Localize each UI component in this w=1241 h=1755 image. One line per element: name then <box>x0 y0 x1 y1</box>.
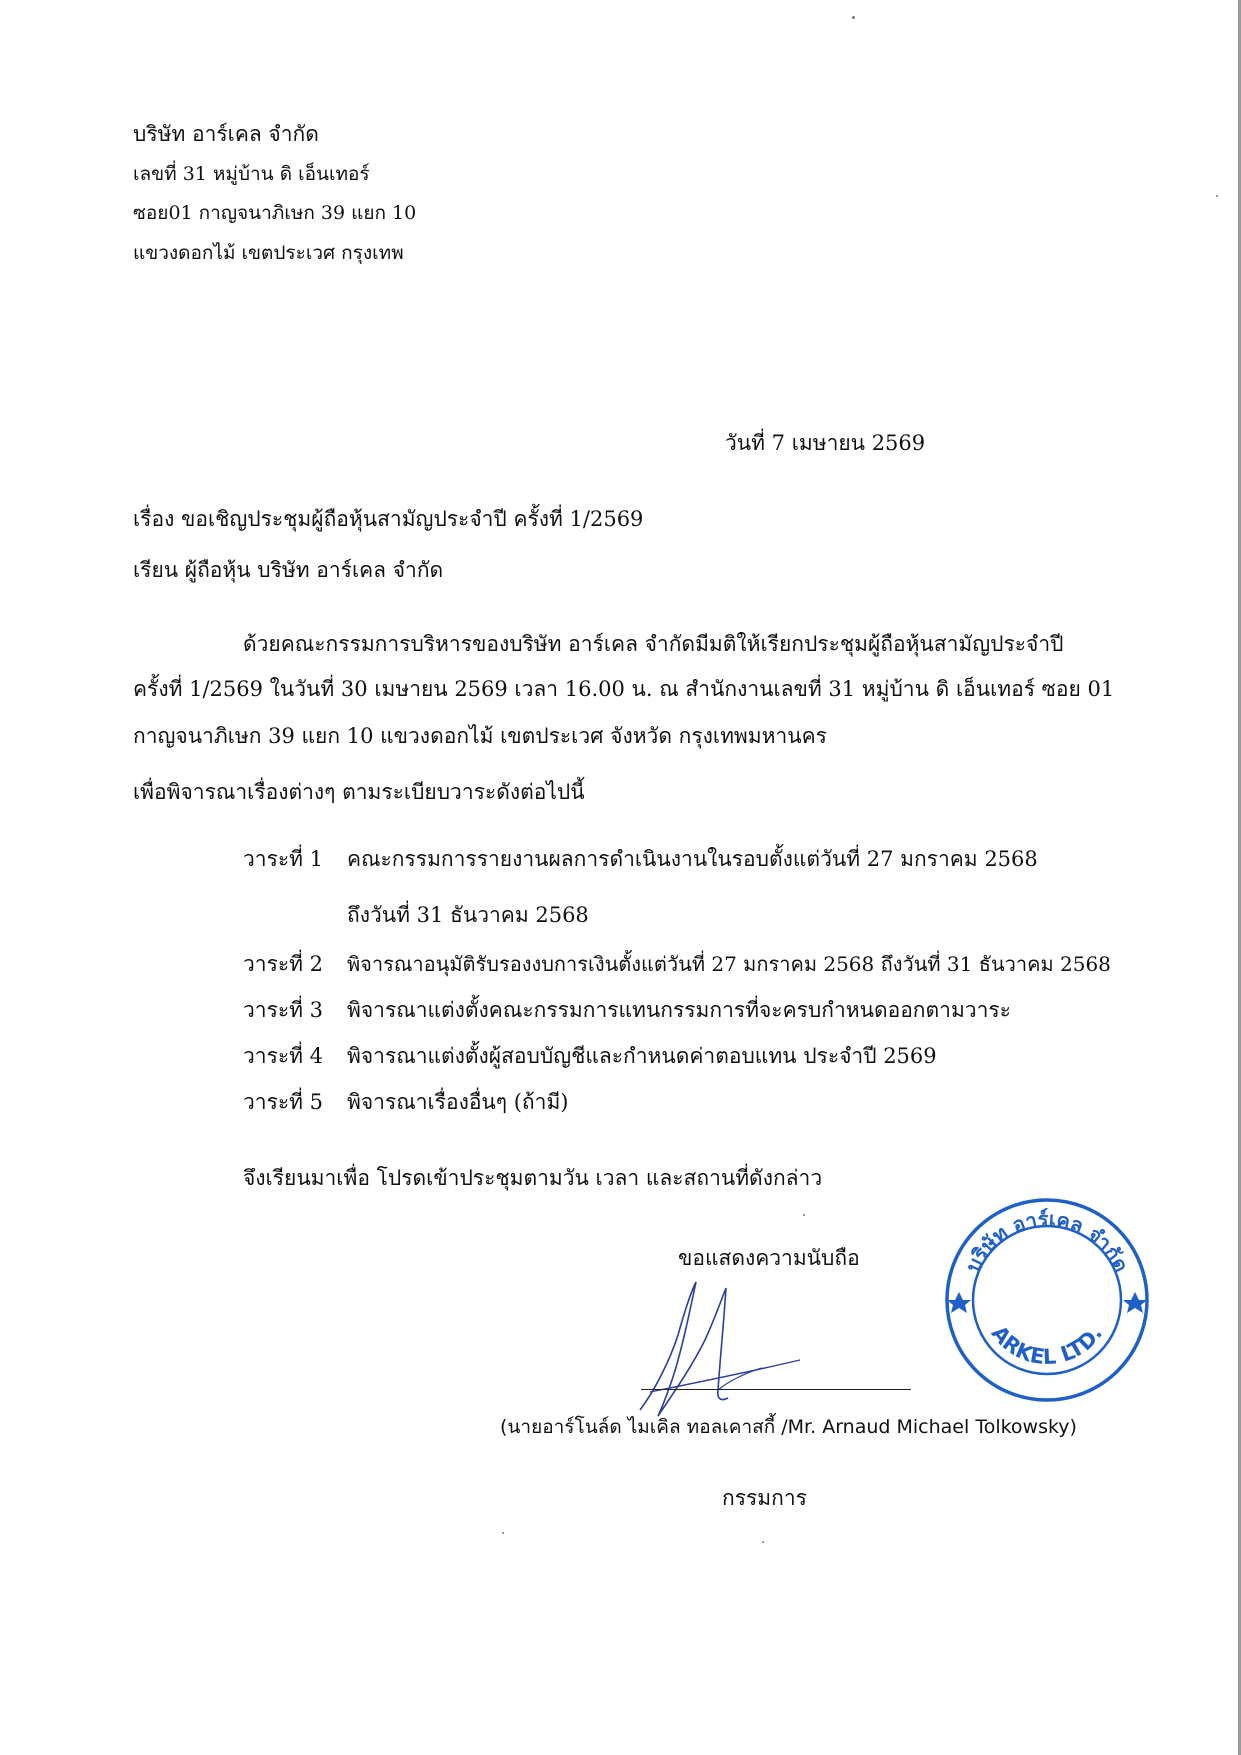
svg-text:บริษัท อาร์เคล จำกัด <box>960 1207 1133 1276</box>
agenda-number: วาระที่ 1 <box>243 847 324 871</box>
scan-speck <box>1216 195 1218 197</box>
regards: ขอแสดงความนับถือ <box>678 1246 860 1270</box>
body-line-3: กาญจนาภิเษก 39 แยก 10 แขวงดอกไม้ เขตประเวศ จังหวัด กรุงเทพมหานคร <box>133 724 827 748</box>
agenda-number: วาระที่ 3 <box>243 998 324 1022</box>
address-line-1: เลขที่ 31 หมู่บ้าน ดิ เอ็นเทอร์ <box>133 163 370 185</box>
agenda-item <box>243 948 1203 978</box>
agenda-description: พิจารณาแต่งตั้งผู้สอบบัญชีและกำหนดค่าตอบแทน ประจำปี 2569 <box>347 1044 937 1068</box>
agenda-number: วาระที่ 5 <box>243 1090 324 1114</box>
agenda-number: วาระที่ 2 <box>243 952 324 976</box>
scan-speck <box>803 1214 805 1216</box>
agenda-item <box>243 994 1143 1024</box>
scan-speck <box>762 1541 764 1543</box>
signature-line <box>641 1389 911 1390</box>
agenda-item <box>243 1040 1143 1070</box>
address-line-2: ซอย01 กาญจนาภิเษก 39 แยก 10 <box>133 202 417 224</box>
star-icon <box>1123 1292 1147 1313</box>
handwritten-signature <box>630 1280 830 1420</box>
letter-subject: เรื่อง ขอเชิญประชุมผู้ถือหุ้นสามัญประจำปี ครั้งที่ 1/2569 <box>133 507 644 531</box>
agenda-item <box>243 1086 1143 1116</box>
signatory-title: กรรมการ <box>722 1486 807 1510</box>
agenda-item <box>243 843 1143 873</box>
agenda-description: คณะกรรมการรายงานผลการดำเนินงานในรอบตั้งแต่วันที่ 27 มกราคม 2568 <box>347 847 1038 871</box>
agenda-number: วาระที่ 4 <box>243 1044 324 1068</box>
scan-speck <box>502 1532 504 1534</box>
address-line-3: แขวงดอกไม้ เขตประเวศ กรุงเทพ <box>133 242 404 264</box>
scan-speck <box>852 16 855 19</box>
agenda-description: พิจารณาเรื่องอื่นๆ (ถ้ามี) <box>347 1090 569 1114</box>
company-name: บริษัท อาร์เคล จำกัด <box>133 122 319 146</box>
letter-recipient: เรียน ผู้ถือหุ้น บริษัท อาร์เคล จำกัด <box>133 558 444 582</box>
body-line-2: ครั้งที่ 1/2569 ในวันที่ 30 เมษายน 2569 เวลา 16.00 น. ณ สำนักงานเลขที่ 31 หมู่บ้าน ดิ เอ็นเทอร์ ซอย 01 <box>133 677 1115 701</box>
letter-date: วันที่ 7 เมษายน 2569 <box>725 431 926 455</box>
body-line-4: เพื่อพิจารณาเรื่องต่างๆ ตามระเบียบวาระดังต่อไปนี้ <box>133 780 585 804</box>
body-line-1: ด้วยคณะกรรมการบริหารของบริษัท อาร์เคล จำกัดมีมติให้เรียกประชุมผู้ถือหุ้นสามัญประจำปี <box>243 632 1064 656</box>
stamp-top-text: บริษัท อาร์เคล จำกัด <box>960 1206 1134 1276</box>
agenda-item-continuation <box>243 899 1143 929</box>
agenda-description: พิจารณาแต่งตั้งคณะกรรมการแทนกรรมการที่จะครบกำหนดออกตามวาระ <box>347 998 1011 1022</box>
company-stamp <box>943 1196 1151 1404</box>
closing-sentence: จึงเรียนมาเพื่อ โปรดเข้าประชุมตามวัน เวลา และสถานที่ดังกล่าว <box>243 1166 823 1190</box>
signatory-name: (นายอาร์โนล์ด ไมเคิล ทอลเคาสกี้ /Mr. Arnaud Michael Tolkowsky) <box>500 1416 1077 1438</box>
stamp-bottom-text: ARKEL LTD. <box>986 1321 1108 1370</box>
star-icon <box>947 1292 971 1313</box>
agenda-description-cont: ถึงวันที่ 31 ธันวาคม 2568 <box>347 903 589 927</box>
agenda-description: พิจารณาอนุมัติรับรองงบการเงินตั้งแต่วันที่ 27 มกราคม 2568 ถึงวันที่ 31 ธันวาคม 2568 <box>347 952 1111 976</box>
